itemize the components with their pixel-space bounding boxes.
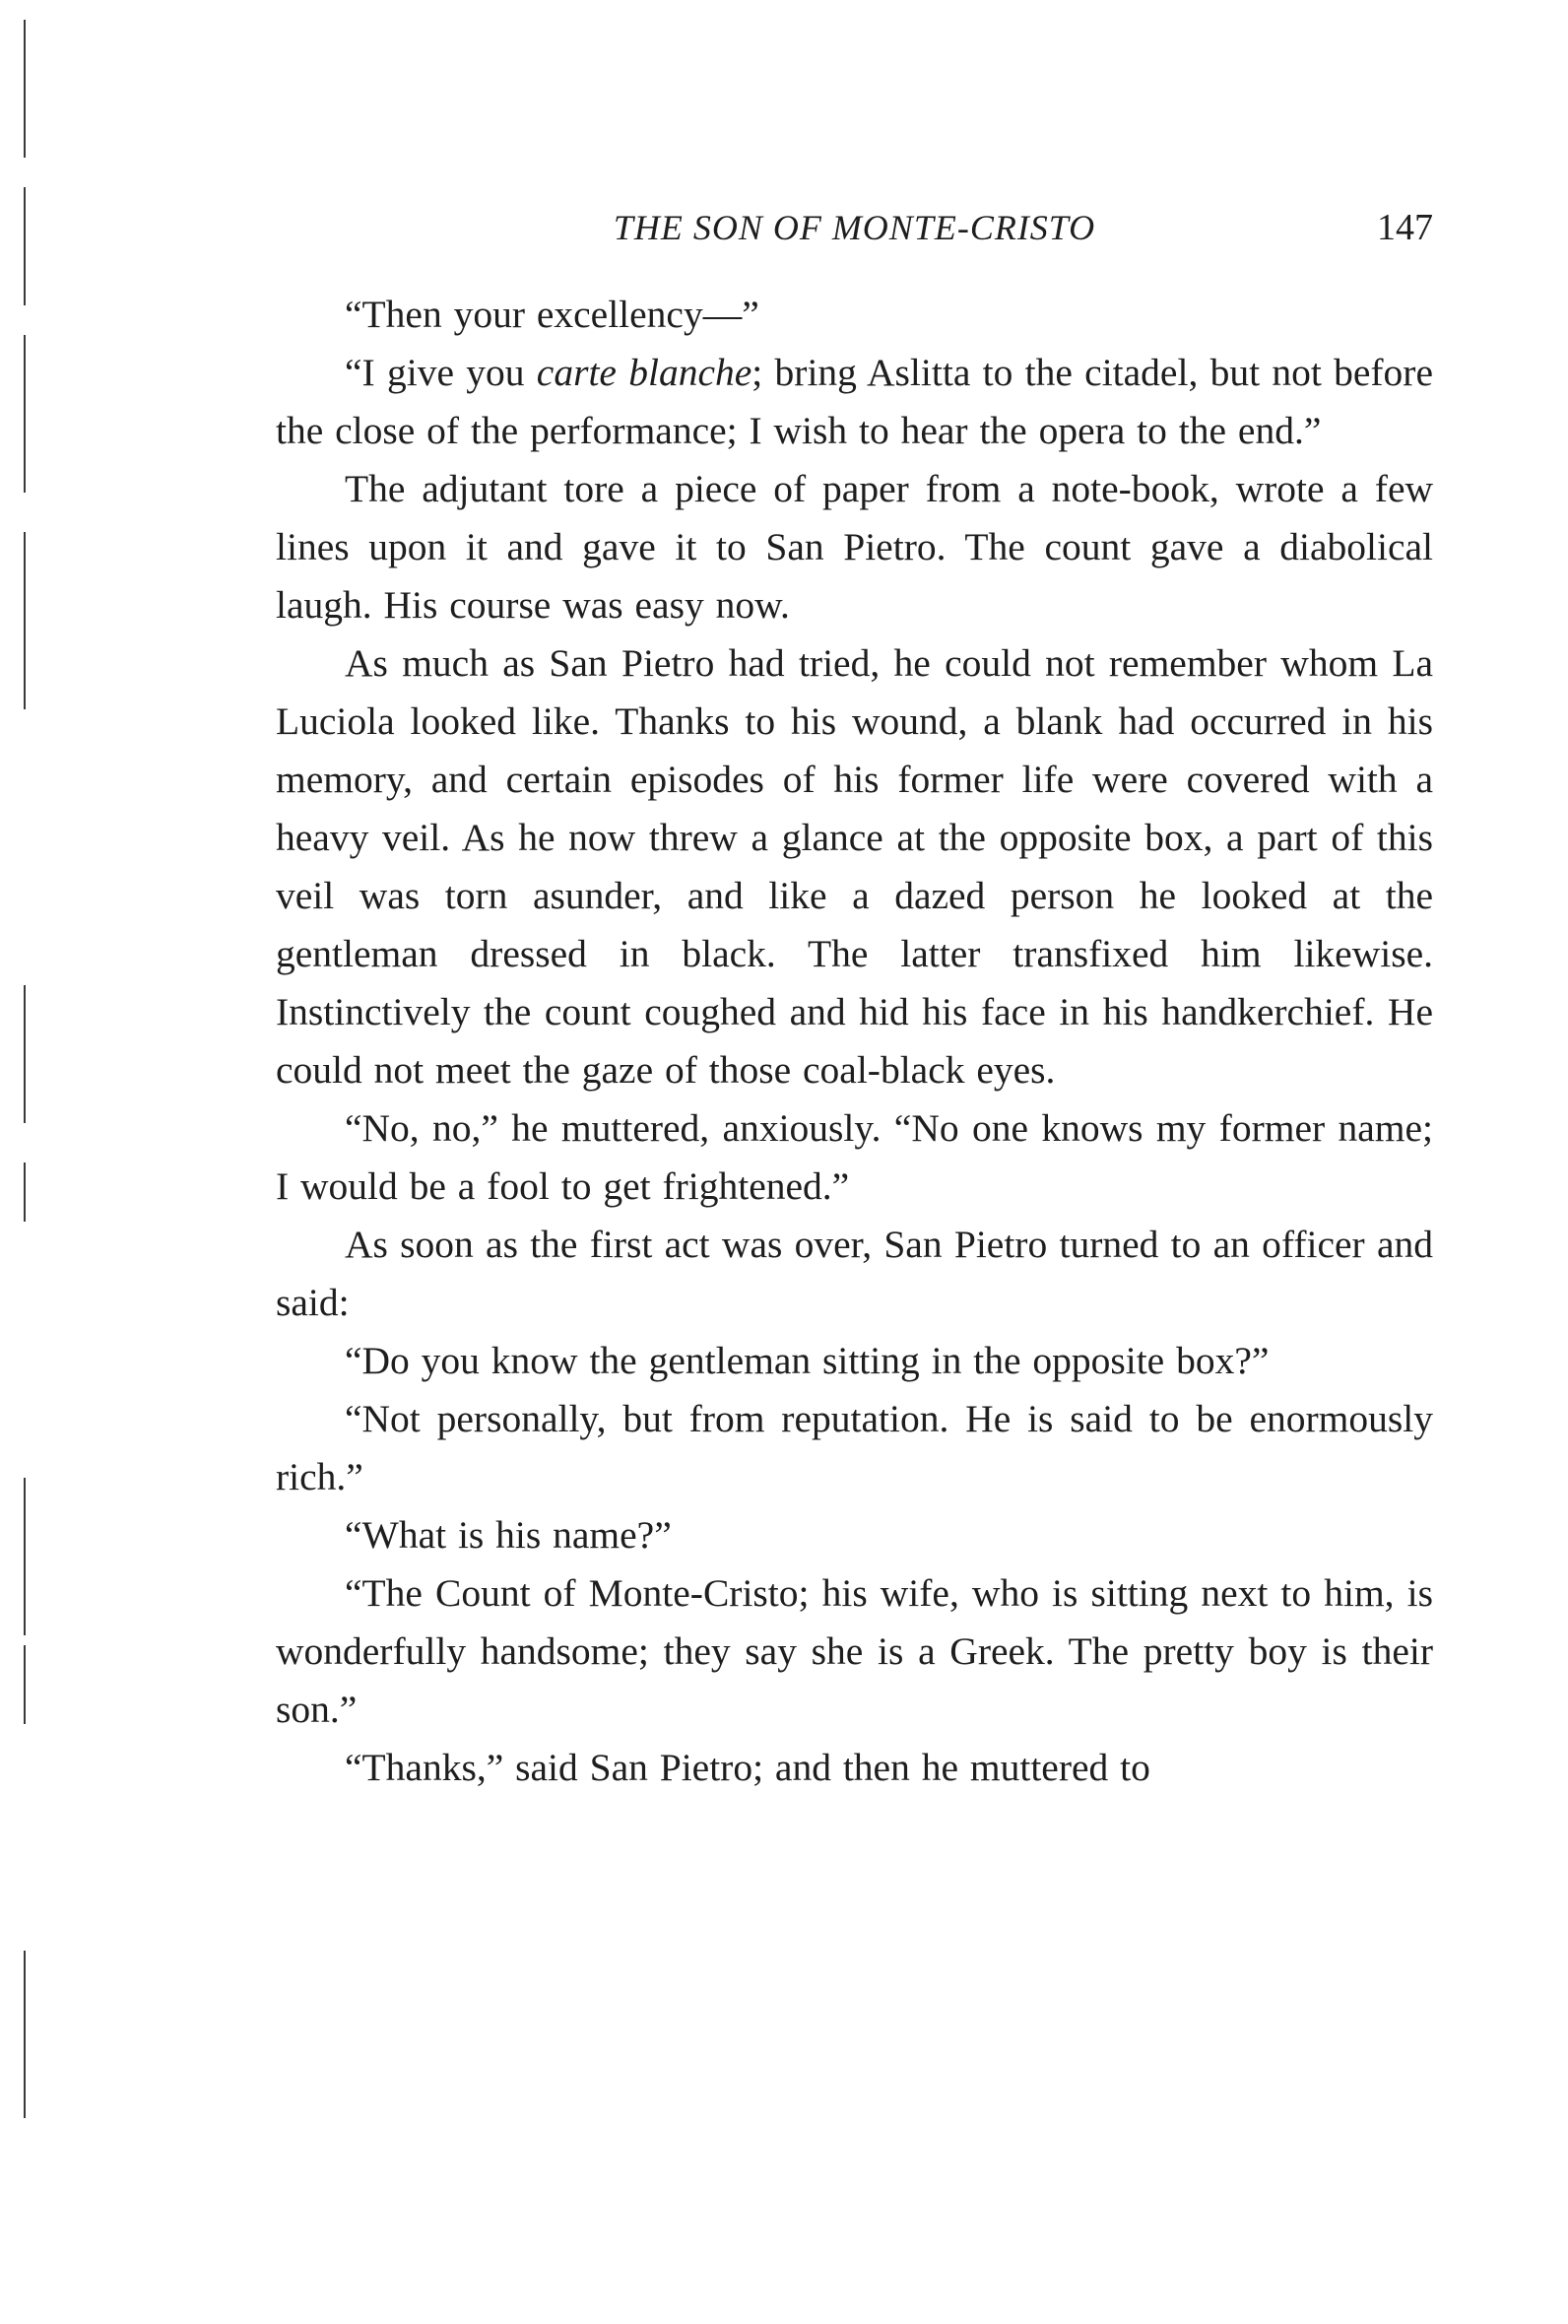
paragraph-text: ; bring Aslitta to the citadel, but not before the close of the performance; I wish to hear the opera to the end.” xyxy=(276,351,1433,452)
paragraph: “No, no,” he muttered, anxiously. “No one knows my former name; I would be a fool to get frightened.” xyxy=(276,1106,1433,1208)
paragraph-text: “I give you xyxy=(345,351,537,394)
running-title: THE SON OF MONTE-CRISTO xyxy=(613,208,1096,247)
italic-phrase: carte blanche xyxy=(536,351,752,394)
paragraph xyxy=(276,344,1433,460)
paragraph: “What is his name?” xyxy=(345,1513,672,1557)
running-head xyxy=(276,203,1433,252)
paragraph: As soon as the first act was over, San Pietro turned to an officer and said: xyxy=(276,1223,1433,1324)
page-number: 147 xyxy=(1377,207,1433,248)
paragraph: “The Count of Monte-Cristo; his wife, who is sitting next to him, is wonderfully handsome; they say she is a Greek. The pretty boy is their son.” xyxy=(276,1571,1433,1731)
paragraph: The adjutant tore a piece of paper from a note-book, wrote a few lines upon it and gave it to San Pietro. The count gave a diabolical laugh. His course was easy now. xyxy=(276,467,1433,627)
paragraph: “Not personally, but from reputation. He is said to be enormously rich.” xyxy=(276,1397,1433,1498)
paragraph: “Do you know the gentleman sitting in the opposite box?” xyxy=(345,1339,1270,1382)
body-text xyxy=(276,286,1433,1797)
page-edge-marks xyxy=(24,20,30,2187)
paragraph: As much as San Pietro had tried, he could not remember whom La Luciola looked like. Thanks to his wound, a blank had occurred in his memory, and certain episodes of his former life were covered with a heavy veil. As he now threw a glance at the opposite box, a part of this veil was torn asunder, and like a dazed person he looked at the gentleman dressed in black. The latter transfixed him likewise. Instinctively the count coughed and hid his face in his handkerchief. He could not meet the gaze of those coal-black eyes. xyxy=(276,641,1433,1092)
paragraph: “Thanks,” said San Pietro; and then he muttered to xyxy=(345,1746,1150,1789)
paragraph: “Then your excellency—” xyxy=(345,293,759,336)
